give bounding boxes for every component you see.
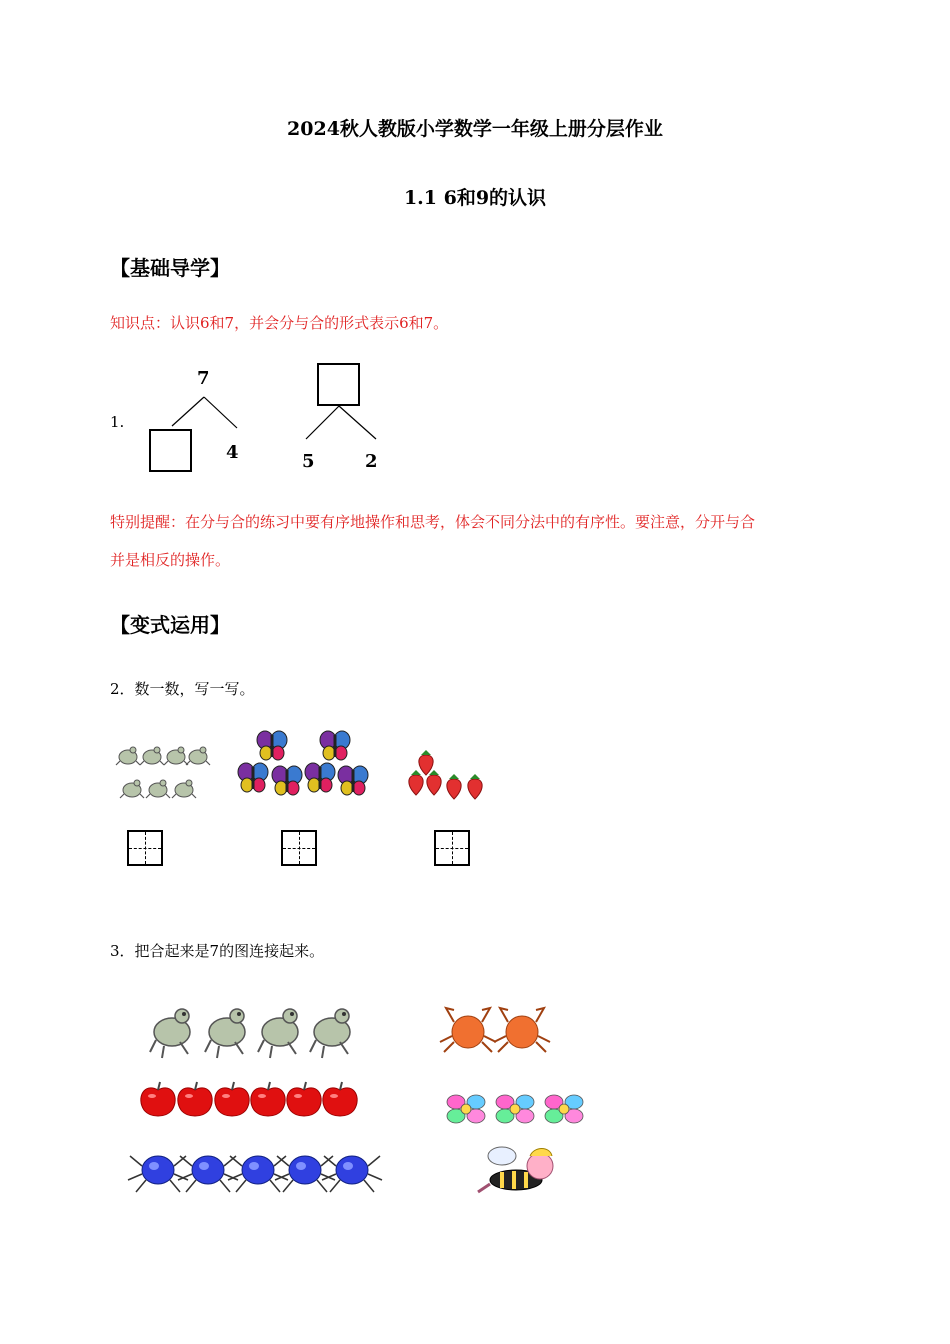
- beetle-row[interactable]: [128, 1156, 382, 1192]
- page-title: 2024秋人教版小学数学一年级上册分层作业: [287, 118, 663, 140]
- answer-box-left[interactable]: [149, 429, 192, 472]
- branch-line-left: [172, 397, 204, 426]
- answer-box-top[interactable]: [317, 363, 360, 406]
- frog-row[interactable]: [150, 1009, 350, 1058]
- flower-row[interactable]: [447, 1095, 583, 1123]
- diagram-part-number-right: 2: [365, 451, 378, 472]
- writing-box-butterflies[interactable]: [281, 830, 317, 866]
- branch-line-right: [204, 397, 237, 428]
- diagram-part-number-left: 5: [302, 451, 315, 472]
- crab-row[interactable]: [440, 1008, 550, 1052]
- branch-line-right-2: [339, 406, 376, 439]
- lesson-title: 1.1 6和9的认识: [403, 187, 547, 209]
- matching-pictures: [120, 990, 620, 1210]
- bee-row[interactable]: [478, 1147, 553, 1192]
- writing-box-frogs[interactable]: [127, 830, 163, 866]
- reminder-line-1: 特别提醒：在分与合的练习中要有序地操作和思考，体会不同分法中的有序性。要注意，分开与合: [110, 513, 756, 531]
- counting-pictures: [110, 725, 510, 815]
- question-3-prompt: 3．把合起来是7的图连接起来。: [110, 942, 325, 960]
- apple-row[interactable]: [141, 1082, 357, 1116]
- reminder-line-2: 并是相反的操作。: [110, 551, 231, 569]
- branch-line-left-2: [306, 406, 339, 439]
- strawberry-group: [409, 750, 482, 799]
- question-1-number: 1.: [110, 413, 125, 431]
- writing-box-strawberries[interactable]: [434, 830, 470, 866]
- diagram-top-number: 7: [197, 368, 210, 389]
- question-2-prompt: 2．数一数，写一写。: [110, 680, 255, 698]
- section-heading-variant: 【变式运用】: [110, 613, 230, 637]
- diagram-right-number: 4: [226, 442, 239, 463]
- knowledge-point: 知识点：认识6和7，并会分与合的形式表示6和7。: [110, 314, 449, 332]
- butterfly-group: [238, 731, 368, 795]
- frog-group: [116, 747, 210, 798]
- section-heading-basic: 【基础导学】: [110, 256, 230, 280]
